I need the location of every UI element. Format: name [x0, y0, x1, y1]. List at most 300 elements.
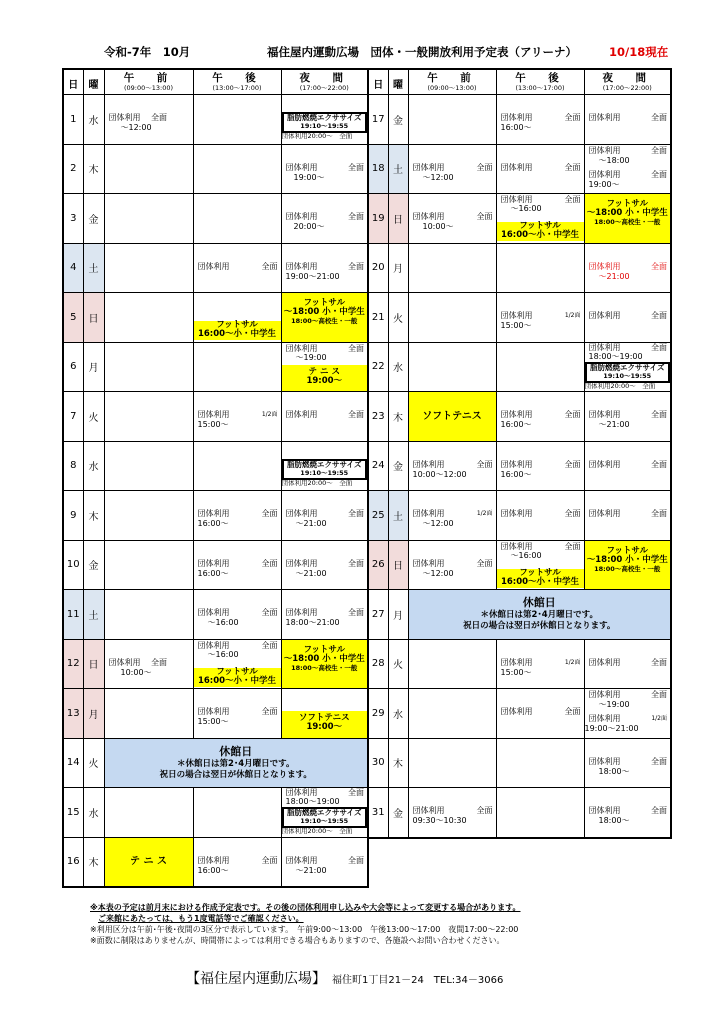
- cell-text: (17:00～22:00): [602, 83, 652, 92]
- cell-text: ＊休館日は第2･4月曜日です。: [480, 610, 598, 621]
- cell-text: 15:00～: [197, 420, 229, 429]
- day-of-week: 火: [388, 293, 408, 343]
- cell-text: 団体利用: [197, 410, 230, 419]
- cell-text: 全面: [348, 509, 364, 518]
- cell-text: 団体利用: [285, 410, 318, 419]
- slot-content: [282, 95, 368, 144]
- slot-line: [589, 311, 668, 321]
- schedule-row: [63, 639, 368, 689]
- cell-text: 全面: [151, 113, 168, 122]
- cell-text: 全面: [348, 608, 364, 617]
- cell-text: 団体利用: [500, 410, 533, 419]
- slot-content: [409, 145, 496, 194]
- afternoon-slot: [496, 441, 584, 491]
- slot-content: [409, 392, 496, 441]
- page-title: 福住屋内運動広場 団体・一般開放利用予定表（アリーナ）: [267, 45, 578, 59]
- day-of-week: 木: [83, 144, 104, 194]
- afternoon-slot: [496, 689, 584, 739]
- slot-content: [585, 689, 671, 738]
- day-of-week: 月: [388, 590, 408, 640]
- note-4: ※面数に制限はありませんが、時間帯によっては利用できる場合もありますので、各施設へお問い合わせください。: [90, 936, 505, 945]
- slot-content: [585, 293, 671, 342]
- cell-text: 団体利用: [285, 558, 318, 568]
- morning-slot: [104, 689, 193, 739]
- cell-text: ～12:00: [120, 123, 152, 132]
- cell-text: ～21:00: [598, 420, 630, 429]
- cell-text: 団体利用: [412, 459, 445, 469]
- day-number: 3: [63, 194, 83, 244]
- afternoon-slot: [496, 788, 584, 838]
- cell-text: 団体利用: [588, 756, 621, 766]
- cell-text: ～18:00 小・中学生: [283, 307, 365, 317]
- day-of-week: 木: [83, 837, 104, 887]
- cell-text: 団体利用: [108, 657, 141, 667]
- afternoon-slot: [496, 194, 584, 244]
- slot-content: [282, 145, 368, 194]
- day-number: 7: [63, 392, 83, 442]
- cell-text: 団体利用: [500, 541, 533, 551]
- slot-content: [282, 194, 368, 243]
- header-morning: [408, 69, 496, 95]
- afternoon-slot: [496, 144, 584, 194]
- morning-slot: [104, 392, 193, 442]
- cell-text: 1/2面: [651, 715, 667, 722]
- cell-text: 16:00～: [500, 420, 532, 429]
- morning-slot: [104, 243, 193, 293]
- slot-line: [286, 163, 365, 173]
- cell-text: フットサル: [519, 221, 561, 231]
- night-slot: [281, 788, 368, 838]
- cell-text: 19:00～21:00: [584, 724, 639, 733]
- schedule-row: [63, 590, 368, 640]
- slot-line: [286, 856, 365, 866]
- slot-line: [198, 856, 278, 866]
- cell-text: 全面: [564, 707, 581, 716]
- schedule-row: [368, 342, 671, 392]
- slot-content: [282, 392, 368, 441]
- cell-text: 全面: [651, 509, 667, 518]
- cell-text: 団体利用20:00～ 全面: [281, 132, 353, 140]
- cell-text: フットサル: [303, 644, 345, 655]
- cell-text: 団体利用: [500, 113, 533, 122]
- cell-text: 日: [68, 79, 79, 91]
- schedule-row: [368, 689, 671, 739]
- schedule-table-right: [367, 68, 672, 839]
- cell-text: 全面: [651, 311, 667, 320]
- night-slot: [584, 342, 671, 392]
- slot-content: [105, 95, 193, 144]
- afternoon-slot: [193, 144, 281, 194]
- cell-text: 18:00～19:00: [285, 797, 340, 806]
- slot-content: [585, 491, 671, 540]
- slot-content: [282, 541, 368, 590]
- cell-text: 団体利用: [588, 509, 621, 518]
- day-of-week: 日: [388, 540, 408, 590]
- slot-content: [282, 293, 368, 342]
- cell-text: 10:00～: [120, 667, 152, 677]
- cell-text: 全面: [651, 657, 667, 667]
- slot-line: [198, 410, 278, 420]
- night-slot: [281, 837, 368, 887]
- cell-text: 16:00～小・中学生: [197, 675, 277, 686]
- cell-text: ～21:00: [598, 271, 630, 281]
- slot-content: [497, 442, 584, 491]
- day-number: 4: [63, 243, 83, 293]
- cell-text: 団体利用20:00～ 全面: [584, 381, 656, 390]
- slot-content: [194, 689, 281, 738]
- cell-text: 19:00～21:00: [285, 271, 340, 281]
- cell-text: 全面: [476, 459, 493, 469]
- slot-content: [497, 293, 584, 342]
- day-number: 5: [63, 293, 83, 343]
- cell-text: フットサル: [303, 298, 345, 308]
- cell-text: 団体利用: [588, 690, 621, 699]
- morning-slot: [408, 491, 496, 541]
- cell-text: 19:10～19:55: [300, 817, 349, 825]
- cell-text: 1/2面: [261, 411, 278, 418]
- schedule-row: [368, 293, 671, 343]
- futsal-event: [282, 293, 368, 342]
- status-date: 10/18現在: [609, 45, 669, 59]
- slot-content: [409, 442, 496, 491]
- day-number: 17: [368, 95, 388, 145]
- slot-line: [198, 608, 278, 618]
- morning-slot: [408, 689, 496, 739]
- cell-text: 全面: [261, 608, 278, 617]
- slot-line: [109, 113, 190, 123]
- cell-text: 団体利用: [588, 806, 621, 815]
- cell-text: 団体利用: [108, 113, 141, 122]
- cell-text: 団体利用: [197, 707, 230, 716]
- night-slot: [584, 689, 671, 739]
- cell-text: 団体利用: [197, 640, 230, 650]
- cell-text: 全面: [476, 806, 493, 815]
- schedule-row: [63, 837, 368, 887]
- facility-name: 【福住屋内運動広場】: [186, 971, 326, 987]
- slot-content: [497, 640, 584, 689]
- slot-line: [589, 658, 668, 668]
- afternoon-slot: [496, 491, 584, 541]
- slot-content: [282, 244, 368, 293]
- cell-text: 18:00～高校生・一般: [594, 564, 661, 573]
- day-of-week: 木: [388, 392, 408, 442]
- cell-text: 19:00～: [293, 172, 325, 182]
- cell-text: 16:00～: [197, 865, 229, 875]
- exercise-event: [585, 362, 671, 383]
- cell-text: 団体利用: [588, 261, 621, 271]
- header-night: [281, 69, 368, 95]
- slot-content: [585, 95, 671, 144]
- cell-text: フットサル: [216, 320, 258, 330]
- cell-text: 団体利用: [285, 212, 318, 221]
- slot-content: [497, 541, 584, 590]
- afternoon-slot: [193, 95, 281, 145]
- cell-text: 夜 間: [602, 71, 652, 84]
- cell-text: 団体利用: [588, 113, 621, 122]
- calendar-month: 令和-7年 10月: [104, 45, 191, 59]
- morning-slot: [104, 293, 193, 343]
- cell-text: ～21:00: [295, 865, 327, 875]
- cell-text: 全面: [651, 169, 667, 179]
- night-slot: [584, 194, 671, 244]
- slot-content: [585, 640, 671, 689]
- cell-text: 16:00～小・中学生: [197, 329, 277, 339]
- cell-text: 全面: [564, 541, 581, 551]
- cell-text: ～19:00: [295, 352, 327, 362]
- slot-line: [589, 146, 668, 156]
- header-afternoon: [193, 69, 281, 95]
- afternoon-slot: [193, 342, 281, 392]
- day-of-week: 土: [83, 243, 104, 293]
- day-of-week: 土: [388, 491, 408, 541]
- cell-text: 団体利用: [285, 162, 318, 172]
- day-number: 25: [368, 491, 388, 541]
- slot-content: [585, 244, 671, 293]
- cell-text: 10:00～12:00: [412, 469, 467, 479]
- morning-slot: [408, 738, 496, 788]
- schedule-row: [63, 788, 368, 838]
- slot-line: [109, 658, 190, 668]
- cell-text: 全面: [564, 459, 581, 469]
- note-2: ご来館にあたっては、もう1度電話等でご確認ください。: [98, 914, 304, 923]
- afternoon-slot: [193, 194, 281, 244]
- slot-line: [589, 410, 668, 420]
- cell-text: (13:00～17:00): [212, 83, 262, 92]
- day-of-week: 金: [388, 788, 408, 838]
- cell-text: 全面: [564, 410, 581, 419]
- slot-content: [409, 788, 496, 837]
- night-slot: [281, 144, 368, 194]
- day-number: 31: [368, 788, 388, 838]
- day-number: 10: [63, 540, 83, 590]
- cell-text: 16:00～: [500, 123, 532, 132]
- slot-content: [282, 689, 368, 738]
- morning-slot: [408, 293, 496, 343]
- slot-line: [198, 559, 278, 569]
- slot-line: [589, 113, 668, 123]
- cell-text: 団体利用: [197, 608, 230, 617]
- slot-content: [497, 145, 584, 194]
- cell-text: フットサル: [216, 666, 258, 677]
- day-of-week: 日: [388, 194, 408, 244]
- schedule-row: [368, 441, 671, 491]
- slot-content: [282, 343, 368, 392]
- cell-text: 全面: [261, 707, 278, 716]
- day-of-week: 水: [83, 95, 104, 145]
- cell-text: 団体利用: [588, 311, 621, 320]
- schedule-row: [368, 590, 671, 640]
- night-slot: [281, 491, 368, 541]
- afternoon-slot: [193, 441, 281, 491]
- morning-slot: [104, 788, 193, 838]
- cell-text: 19:00～: [588, 179, 620, 189]
- cell-text: 団体利用: [197, 558, 230, 568]
- slot-line: [501, 658, 581, 668]
- schedule-row: [368, 95, 671, 145]
- day-of-week: 金: [83, 540, 104, 590]
- slot-content: [282, 788, 368, 837]
- cell-text: ～12:00: [422, 172, 454, 182]
- slot-line: [413, 163, 493, 173]
- night-slot: [281, 689, 368, 739]
- cell-text: ～16:00: [510, 550, 542, 560]
- cell-text: 全面: [651, 459, 667, 469]
- slot-content: [194, 590, 281, 639]
- cell-text: 団体利用: [588, 169, 621, 179]
- slot-line: [501, 163, 581, 173]
- cell-text: 全面: [564, 113, 581, 122]
- slot-content: [282, 838, 368, 887]
- cell-text: 18:00～高校生・一般: [291, 317, 358, 325]
- cell-text: 団体利用: [588, 657, 621, 667]
- cell-text: 16:00～: [197, 519, 229, 528]
- header-row: [368, 69, 671, 95]
- day-of-week: 月: [388, 243, 408, 293]
- cell-text: 全面: [564, 162, 581, 172]
- slot-content: [194, 392, 281, 441]
- cell-text: 全面: [651, 145, 667, 155]
- day-of-week: 木: [388, 738, 408, 788]
- cell-text: 団体利用: [285, 855, 318, 865]
- slot-line: [589, 460, 668, 470]
- day-number: 24: [368, 441, 388, 491]
- morning-slot: [408, 540, 496, 590]
- cell-text: 団体利用: [412, 558, 445, 568]
- morning-slot: [408, 243, 496, 293]
- cell-text: フットサル: [606, 199, 648, 209]
- day-number: 30: [368, 738, 388, 788]
- schedule-row: [63, 144, 368, 194]
- futsal-event: [585, 194, 671, 243]
- cell-text: 全面: [651, 690, 667, 699]
- cell-text: 全面: [476, 212, 493, 221]
- cell-text: ～18:00 小・中学生: [586, 554, 668, 565]
- slot-line: [501, 509, 581, 519]
- cell-text: 休館日: [522, 596, 556, 610]
- schedule-row: [368, 243, 671, 293]
- night-slot: [281, 441, 368, 491]
- soft-tennis-event: ソフトテニス: [409, 392, 496, 441]
- cell-text: 脂肪燃焼エクササイズ: [287, 459, 362, 469]
- slot-content: [497, 491, 584, 540]
- cell-text: 団体利用: [285, 608, 318, 617]
- cell-text: 団体利用: [500, 657, 533, 667]
- cell-text: 団体利用: [500, 509, 533, 518]
- slot-content: [585, 739, 671, 788]
- facility-address: 福住町1丁目21－24 TEL:34－3066: [332, 975, 504, 986]
- cell-text: (13:00～17:00): [515, 83, 565, 92]
- day-number: 15: [63, 788, 83, 838]
- night-slot: [584, 540, 671, 590]
- night-slot: [281, 540, 368, 590]
- cell-text: 団体利用: [412, 509, 445, 518]
- cell-text: (09:00～13:00): [123, 83, 174, 92]
- day-of-week: 日: [83, 293, 104, 343]
- slot-content: [585, 145, 671, 194]
- slot-content: [585, 392, 671, 441]
- slot-content: [194, 838, 281, 887]
- cell-text: 団体利用: [412, 806, 445, 815]
- futsal-event: [194, 321, 281, 340]
- cell-text: 全面: [348, 788, 364, 797]
- morning-slot: [104, 342, 193, 392]
- cell-text: 全面: [651, 261, 667, 271]
- slot-line: [501, 311, 581, 321]
- exercise-event: [282, 112, 368, 133]
- day-number: 20: [368, 243, 388, 293]
- morning-slot: [408, 95, 496, 145]
- cell-text: 団体利用: [412, 162, 445, 172]
- slot-line: [589, 714, 668, 724]
- slot-content: [194, 491, 281, 540]
- slot-line: [589, 690, 668, 700]
- header-row: [63, 69, 368, 95]
- cell-text: 団体利用: [588, 342, 621, 352]
- day-number: 6: [63, 342, 83, 392]
- cell-text: 19:00～: [306, 375, 343, 386]
- cell-text: 団体利用: [285, 261, 318, 271]
- cell-text: 脂肪燃焼エクササイズ: [590, 362, 665, 372]
- slot-content: [585, 194, 671, 243]
- slot-content: [194, 640, 281, 689]
- slot-line: [286, 509, 365, 519]
- schedule-row: [368, 144, 671, 194]
- slot-line: [286, 559, 365, 569]
- slot-content: [409, 194, 496, 243]
- morning-slot: [104, 639, 193, 689]
- afternoon-slot: [193, 392, 281, 442]
- day-number: 13: [63, 689, 83, 739]
- schedule-row: [368, 392, 671, 442]
- cell-text: 団体利用: [500, 195, 533, 204]
- day-of-week: 水: [83, 441, 104, 491]
- futsal-event: [497, 569, 584, 588]
- header-day: [368, 69, 388, 95]
- slot-content: [282, 442, 368, 491]
- morning-slot: [408, 144, 496, 194]
- afternoon-slot: [193, 639, 281, 689]
- day-of-week: 土: [83, 590, 104, 640]
- day-of-week: 土: [388, 144, 408, 194]
- cell-text: 全面: [476, 558, 493, 568]
- cell-text: 全面: [651, 342, 667, 352]
- cell-text: 20:00～: [293, 222, 325, 231]
- day-number: 26: [368, 540, 388, 590]
- cell-text: 脂肪燃焼エクササイズ: [287, 113, 362, 122]
- slot-content: [282, 491, 368, 540]
- slot-line: [413, 559, 493, 569]
- cell-text: 全面: [348, 558, 364, 568]
- schedule-row: [63, 689, 368, 739]
- slot-line: [589, 262, 668, 272]
- afternoon-slot: [193, 837, 281, 887]
- night-slot: [584, 243, 671, 293]
- day-of-week: 金: [388, 95, 408, 145]
- header-day: [63, 69, 83, 95]
- day-of-week: 金: [83, 194, 104, 244]
- slot-content: [409, 491, 496, 540]
- cell-text: 全面: [651, 806, 667, 815]
- slot-content: [194, 244, 281, 293]
- notes: [90, 902, 521, 946]
- cell-text: 全面: [261, 509, 278, 518]
- day-of-week: 金: [388, 441, 408, 491]
- morning-slot: [408, 342, 496, 392]
- morning-slot: [408, 441, 496, 491]
- tennis-event: [282, 365, 368, 392]
- cell-text: 午 後: [212, 71, 262, 84]
- afternoon-slot: [193, 491, 281, 541]
